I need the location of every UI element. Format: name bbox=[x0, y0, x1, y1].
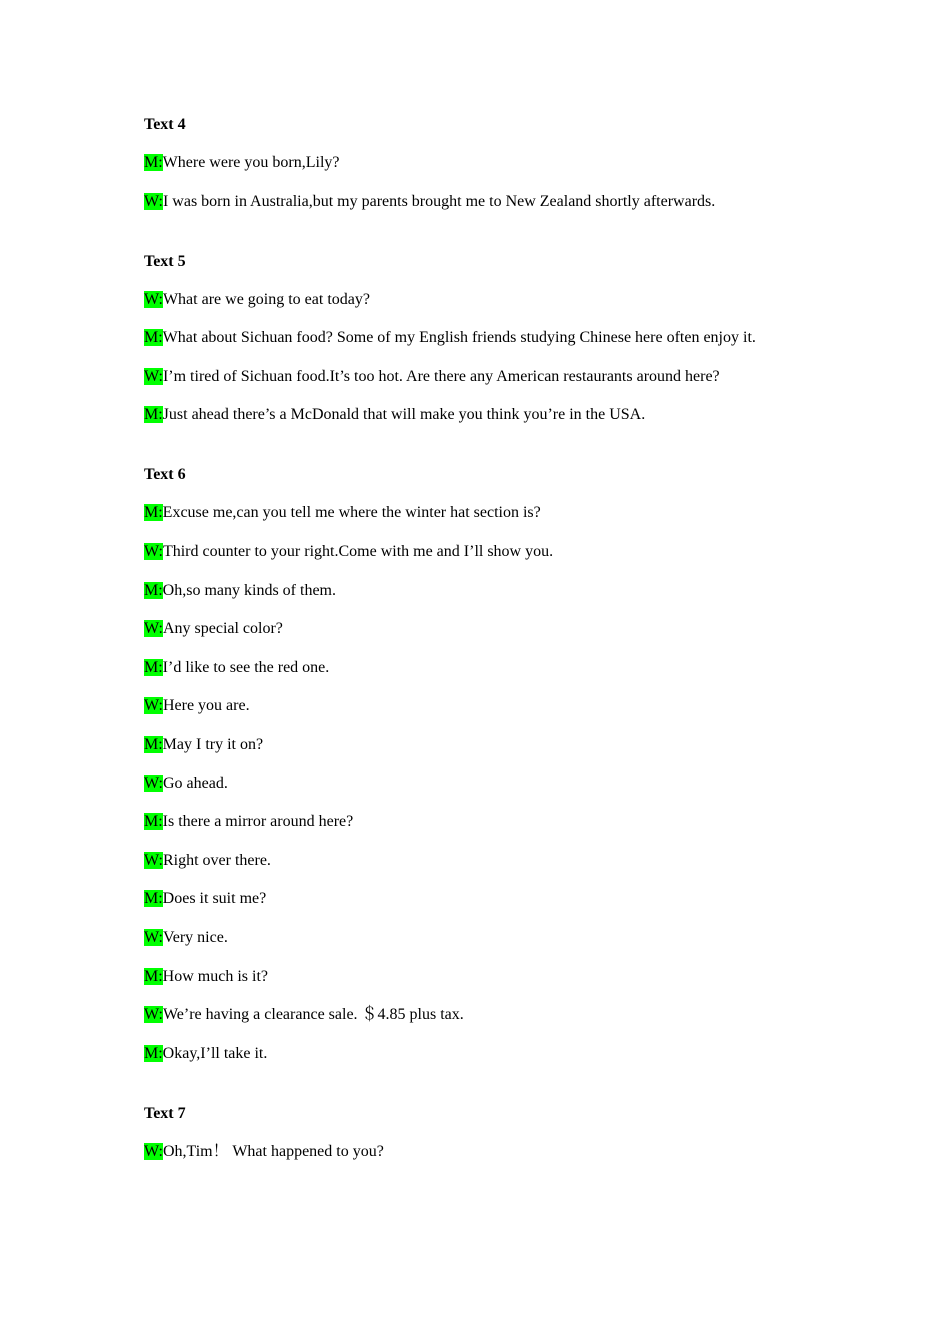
dialogue-section bbox=[144, 1103, 824, 1163]
dialogue-line bbox=[144, 811, 824, 833]
dialogue-text: Is there a mirror around here? bbox=[162, 813, 354, 831]
dialogue-text: We’re having a clearance sale. ＄4.85 plus tax. bbox=[162, 1006, 464, 1024]
dialogue-text: Any special color? bbox=[162, 620, 283, 638]
dialogue-text: Right over there. bbox=[162, 851, 271, 869]
dialogue-text: What about Sichuan food? Some of my English friends studying Chinese here often enjoy it. bbox=[162, 329, 756, 347]
dialogue-line bbox=[144, 1004, 824, 1026]
speaker-label: W: bbox=[144, 1142, 163, 1160]
speaker-label: M: bbox=[144, 967, 163, 985]
speaker-label: M: bbox=[144, 1044, 163, 1062]
dialogue-text: Does it suit me? bbox=[162, 890, 267, 908]
dialogue-text: Okay,I’ll take it. bbox=[162, 1044, 268, 1062]
dialogue-text: Where were you born,Lily? bbox=[162, 154, 340, 171]
dialogue-text: I was born in Australia,but my parents brought me to New Zealand shortly afterwards. bbox=[162, 192, 716, 210]
dialogue-line bbox=[144, 1043, 824, 1065]
speaker-label: W: bbox=[144, 774, 163, 792]
dialogue-text: Oh,Tim！ What happened to you? bbox=[162, 1142, 384, 1160]
speaker-label: W: bbox=[144, 697, 163, 715]
section-heading: Text 6 bbox=[144, 466, 186, 484]
speaker-label: M: bbox=[144, 329, 163, 347]
dialogue-text: Third counter to your right.Come with me and I’ll show you. bbox=[162, 542, 554, 560]
speaker-label: M: bbox=[144, 813, 163, 831]
dialogue-line bbox=[144, 618, 824, 640]
dialogue-line bbox=[144, 289, 824, 311]
speaker-label: W: bbox=[144, 192, 163, 210]
speaker-label: M: bbox=[144, 504, 163, 522]
dialogue-text: Go ahead. bbox=[162, 774, 228, 792]
dialogue-text: What are we going to eat today? bbox=[162, 290, 370, 308]
dialogue-line bbox=[144, 541, 824, 563]
dialogue-text: Just ahead there’s a McDonald that will make you think you’re in the USA. bbox=[162, 406, 646, 424]
speaker-label: M: bbox=[144, 154, 163, 171]
dialogue-line bbox=[144, 927, 824, 949]
dialogue-text: Here you are. bbox=[162, 697, 250, 715]
speaker-label: W: bbox=[144, 851, 163, 869]
speaker-label: W: bbox=[144, 928, 163, 946]
speaker-label: W: bbox=[144, 542, 163, 560]
dialogue-text: May I try it on? bbox=[162, 735, 264, 753]
speaker-label: M: bbox=[144, 581, 163, 599]
document-page bbox=[144, 114, 824, 1179]
speaker-label: M: bbox=[144, 890, 163, 908]
dialogue-section bbox=[144, 114, 824, 213]
dialogue-line bbox=[144, 502, 824, 524]
dialogue-line bbox=[144, 191, 824, 213]
dialogue-line bbox=[144, 888, 824, 910]
dialogue-line bbox=[144, 695, 824, 717]
speaker-label: M: bbox=[144, 658, 163, 676]
speaker-label: W: bbox=[144, 367, 163, 385]
section-heading: Text 4 bbox=[144, 116, 186, 133]
dialogue-line bbox=[144, 404, 824, 426]
section-heading: Text 5 bbox=[144, 252, 186, 270]
dialogue-line bbox=[144, 580, 824, 602]
dialogue-section bbox=[144, 464, 824, 1064]
dialogue-line bbox=[144, 657, 824, 679]
dialogue-line bbox=[144, 773, 824, 795]
speaker-label: W: bbox=[144, 1006, 163, 1024]
speaker-label: W: bbox=[144, 290, 163, 308]
dialogue-line bbox=[144, 327, 824, 349]
dialogue-line bbox=[144, 850, 824, 872]
dialogue-line bbox=[144, 1141, 824, 1163]
dialogue-text: Very nice. bbox=[162, 928, 228, 946]
speaker-label: M: bbox=[144, 406, 163, 424]
dialogue-section bbox=[144, 251, 824, 427]
dialogue-line bbox=[144, 366, 824, 388]
speaker-label: M: bbox=[144, 735, 163, 753]
dialogue-line bbox=[144, 152, 824, 174]
speaker-label: W: bbox=[144, 620, 163, 638]
dialogue-line bbox=[144, 734, 824, 756]
dialogue-text: How much is it? bbox=[162, 967, 268, 985]
dialogue-text: Excuse me,can you tell me where the winter hat section is? bbox=[162, 504, 541, 522]
section-heading: Text 7 bbox=[144, 1104, 186, 1122]
dialogue-text: Oh,so many kinds of them. bbox=[162, 581, 336, 599]
dialogue-line bbox=[144, 966, 824, 988]
dialogue-text: I’d like to see the red one. bbox=[162, 658, 330, 676]
dialogue-text: I’m tired of Sichuan food.It’s too hot. Are there any American restaurants around here? bbox=[162, 367, 720, 385]
